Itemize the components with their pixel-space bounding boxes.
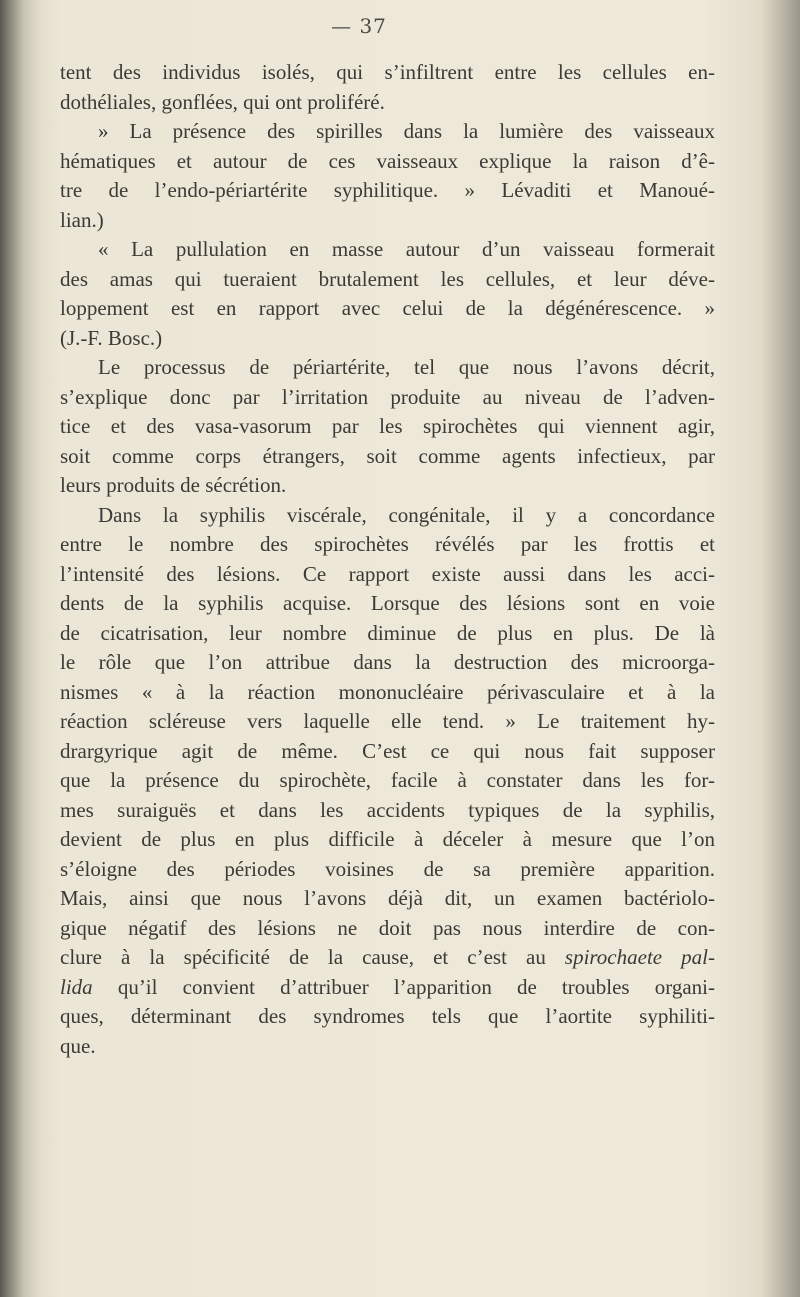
text-line: que.: [60, 1033, 96, 1058]
text-line: des amas qui tueraient brutalement les cellules, et leur déve-: [60, 266, 715, 291]
text-line: drargyrique agit de même. C’est ce qui nous fait supposer: [60, 738, 715, 763]
text-segment: clure à la spécificité de la cause, et c’est au: [60, 945, 565, 969]
text-line: devient de plus en plus difficile à déceler à mesure que l’on: [60, 827, 715, 851]
text-line: [60, 973, 715, 1003]
italic-species-name: spirochaete pal-: [564, 945, 715, 969]
text-line: réaction scléreuse vers laquelle elle tend. » Le traitement hy-: [60, 709, 715, 733]
text-line: Le processus de périartérite, tel que nous l’avons décrit,: [98, 355, 715, 379]
text-line: mes suraiguës et dans les accidents typiques de la syphilis,: [60, 797, 715, 822]
text-line: « La pullulation en masse autour d’un vaisseau formerait: [98, 237, 715, 261]
text-line: loppement est en rapport avec celui de la dégénérescence. »: [60, 296, 715, 320]
text-segment: qu’il convient d’attribuer l’apparition de troubles organi-: [92, 974, 715, 999]
text-line: (J.-F. Bosc.): [60, 325, 163, 350]
text-line: lian.): [60, 207, 104, 232]
italic-species-name: lida: [60, 974, 93, 999]
page-number: — 37: [331, 14, 387, 38]
text-line: l’intensité des lésions. Ce rapport existe aussi dans les acci-: [60, 561, 715, 586]
text-line: de cicatrisation, leur nombre diminue de plus en plus. De là: [60, 620, 715, 645]
text-line: tent des individus isolés, qui s’infiltrent entre les cellules en-: [60, 60, 715, 84]
text-line: hématiques et autour de ces vaisseaux explique la raison d’ê-: [60, 148, 715, 173]
text-line: tre de l’endo-périartérite syphilitique. » Lévaditi et Manoué-: [60, 178, 715, 202]
text-line: le rôle que l’on attribue dans la destruction des microorga-: [60, 650, 715, 674]
text-line: gique négatif des lésions ne doit pas nous interdire de con-: [60, 915, 715, 940]
text-line: Mais, ainsi que nous l’avons déjà dit, un examen bactériolo-: [60, 886, 715, 910]
text-line: s’éloigne des périodes voisines de sa première apparition.: [60, 856, 715, 881]
text-line: tice et des vasa-vasorum par les spirochètes qui viennent agir,: [60, 414, 715, 438]
text-line: ques, déterminant des syndromes tels que l’aortite syphiliti-: [60, 1004, 715, 1028]
text-line: dothéliales, gonflées, qui ont proliféré.: [60, 89, 385, 114]
text-line: soit comme corps étrangers, soit comme agents infectieux, par: [60, 443, 715, 468]
text-line: Dans la syphilis viscérale, congénitale, il y a concordance: [98, 502, 715, 527]
text-line: entre le nombre des spirochètes révélés par les frottis et: [60, 532, 715, 556]
text-line: que la présence du spirochète, facile à constater dans les for-: [60, 768, 715, 792]
text-line: » La présence des spirilles dans la lumière des vaisseaux: [98, 119, 715, 143]
text-line: [60, 943, 715, 973]
text-line: nismes « à la réaction mononucléaire périvasculaire et à la: [60, 679, 715, 704]
body-text: [60, 58, 715, 1061]
text-line: leurs produits de sécrétion.: [60, 473, 287, 497]
text-line: dents de la syphilis acquise. Lorsque des lésions sont en voie: [60, 591, 715, 615]
text-line: s’explique donc par l’irritation produite au niveau de l’adven-: [60, 384, 715, 409]
